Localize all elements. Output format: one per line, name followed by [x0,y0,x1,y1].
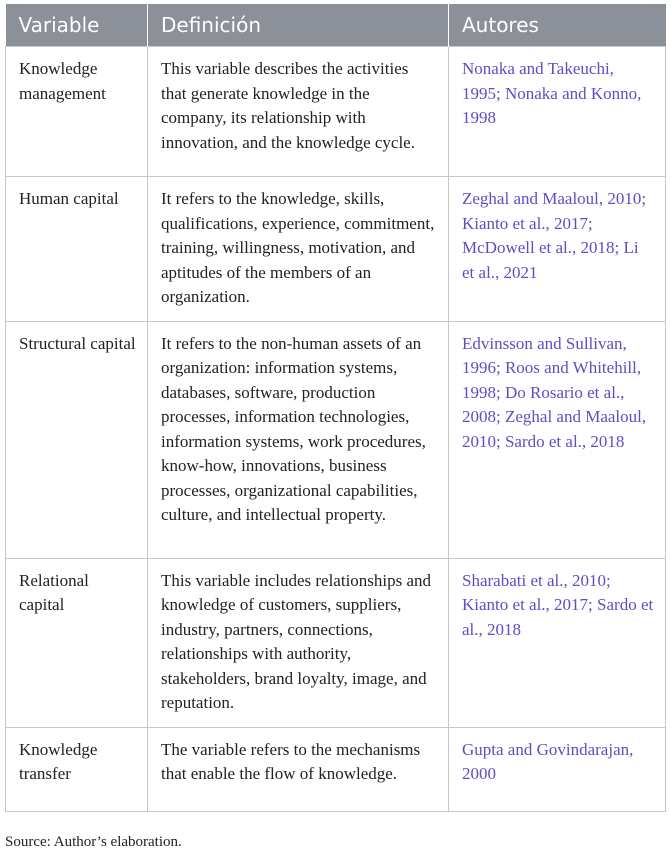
source-note: Source: Author’s elaboration. [5,834,182,850]
column-header-variable: Variable [6,4,148,47]
definition-cell: It refers to the knowledge, skills, qualifications, experience, commitment, training, willingness, motivation, and aptitudes of the members of an organization. [148,177,449,322]
authors-link[interactable]: Gupta and Govindarajan, 2000 [449,727,666,811]
column-header-autores: Autores [449,4,666,47]
table-row [6,727,666,811]
authors-link[interactable]: Edvinsson and Sullivan, 1996; Roos and Whitehill, 1998; Do Rosario et al., 2008; Zeghal and Maaloul, 2010; Sardo et al., 2018 [449,321,666,558]
column-header-definicion: Definición [148,4,449,47]
table-row [6,558,666,727]
table-container [5,4,665,812]
definition-cell: This variable includes relationships and knowledge of customers, suppliers, industry, partners, connections, relationships with authority, stakeholders, brand loyalty, image, and reputation. [148,558,449,727]
variables-table [5,4,666,812]
definition-cell: This variable describes the activities that generate knowledge in the company, its relationship with innovation, and the knowledge cycle. [148,47,449,177]
definition-cell: The variable refers to the mechanisms that enable the flow of knowledge. [148,727,449,811]
definition-cell: It refers to the non-human assets of an organization: information systems, databases, software, production processes, information technologies, information systems, work procedures, know-how, innovations, business processes, organizational capabilities, culture, and intellectual property. [148,321,449,558]
authors-link[interactable]: Sharabati et al., 2010; Kianto et al., 2017; Sardo et al., 2018 [449,558,666,727]
table-row [6,177,666,322]
variable-cell: Relational capital [6,558,148,727]
authors-link[interactable]: Nonaka and Takeuchi, 1995; Nonaka and Konno, 1998 [449,47,666,177]
table-row [6,47,666,177]
variable-cell: Knowledge transfer [6,727,148,811]
variable-cell: Structural capital [6,321,148,558]
table-row [6,321,666,558]
table-header-row [6,4,666,47]
variable-cell: Human capital [6,177,148,322]
variable-cell: Knowledge management [6,47,148,177]
authors-link[interactable]: Zeghal and Maaloul, 2010; Kianto et al., 2017; McDowell et al., 2018; Li et al., 2021 [449,177,666,322]
